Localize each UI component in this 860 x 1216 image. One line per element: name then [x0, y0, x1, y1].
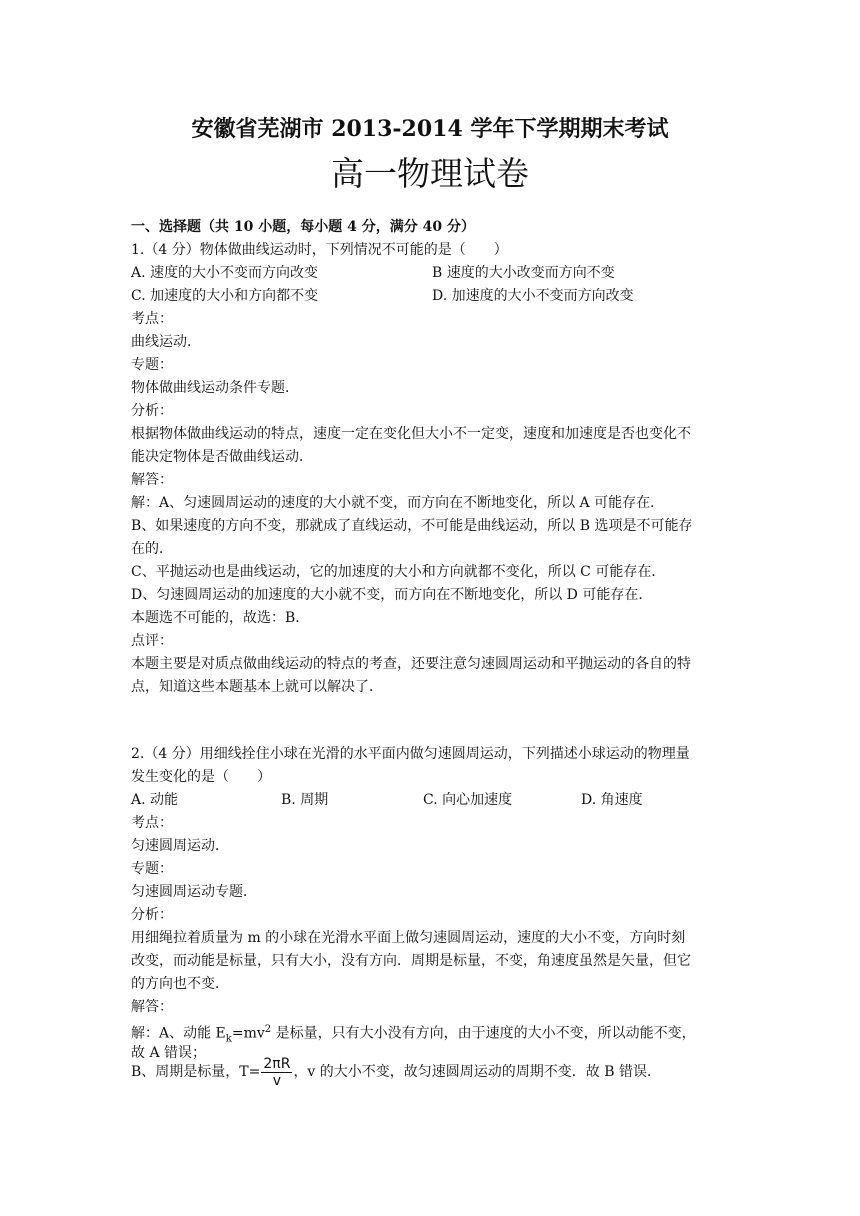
period-formula: [261, 1056, 292, 1089]
q1-zhuanti: 物体做曲线运动条件专题．: [131, 380, 299, 396]
q2-option-c: C. 向心加速度: [423, 792, 513, 808]
q2-jieda-1-sup: 2: [264, 1024, 272, 1035]
q2-jieda-label: 解答：: [131, 999, 173, 1015]
q1-dianping-line-1: 本题主要是对质点做曲线运动的特点的考查，还要注意匀速圆周运动和平抛运动的各自的特: [131, 656, 691, 672]
q1-jieda-line-4: C、平抛运动也是曲线运动，它的加速度的大小和方向就都不变化，所以 C 可能存在．: [131, 564, 666, 580]
q2-option-a: A. 动能: [131, 792, 179, 808]
q1-kaodian-label: 考点：: [131, 311, 173, 327]
exam-title: 安徽省芜湖市 2013-2014 学年下学期期末考试: [191, 116, 669, 142]
q1-kaodian: 曲线运动．: [131, 334, 201, 350]
q2-jieda-line-3: [131, 1055, 661, 1089]
q2-jieda-3-post: ，v 的大小不变，故匀速圆周运动的周期不变．故 B 错误．: [293, 1064, 661, 1080]
q1-fenxi-line-2: 能决定物体是否做曲线运动．: [131, 449, 313, 465]
q1-option-d: D. 加速度的大小不变而方向改变: [432, 288, 634, 304]
q2-option-d: D. 角速度: [581, 792, 643, 808]
q2-jieda-1-mid: =mv: [231, 1025, 265, 1042]
q1-dianping-line-2: 点，知道这些本题基本上就可以解决了．: [131, 679, 383, 695]
q2-fenxi-line-3: 的方向也不变．: [131, 976, 229, 992]
q1-option-b: B 速度的大小改变而方向不变: [432, 265, 615, 281]
q2-jieda-line-2: 故 A 错误；: [131, 1045, 207, 1061]
q2-zhuanti-label: 专题：: [131, 861, 173, 877]
q1-jieda-line-2: B、如果速度的方向不变，那就成了直线运动，不可能是曲线运动，所以 B 选项是不可能存: [131, 518, 693, 534]
q2-jieda-1-pre: 解：A、动能 E: [131, 1025, 226, 1042]
q1-dianping-label: 点评：: [131, 633, 173, 649]
q2-stem-line-2: 发生变化的是（ ）: [131, 769, 271, 785]
q2-kaodian-label: 考点：: [131, 815, 173, 831]
q2-fenxi-label: 分析：: [131, 907, 173, 923]
formula-denominator: v: [272, 1072, 282, 1089]
q2-jieda-3-pre: B、周期是标量，T=: [131, 1064, 261, 1080]
q1-stem: 1.（4 分）物体做曲线运动时，下列情况不可能的是（ ）: [131, 242, 508, 258]
q1-jieda-line-1: 解：A、匀速圆周运动的速度的大小就不变，而方向在不断地变化，所以 A 可能存在．: [131, 495, 665, 511]
q1-option-c: C. 加速度的大小和方向都不变: [131, 288, 319, 304]
q1-jieda-label: 解答：: [131, 472, 173, 488]
q2-kaodian: 匀速圆周运动．: [131, 838, 229, 854]
q2-jieda-1-post: 是标量，只有大小没有方向，由于速度的大小不变，所以动能不变，: [271, 1025, 696, 1042]
q1-fenxi-line-1: 根据物体做曲线运动的特点，速度一定在变化但大小不一定变，速度和加速度是否也变化不: [131, 426, 691, 442]
q2-zhuanti: 匀速圆周运动专题．: [131, 884, 257, 900]
q2-stem-line-1: 2.（4 分）用细线拴住小球在光滑的水平面内做匀速圆周运动，下列描述小球运动的物理量: [131, 746, 690, 762]
q1-jieda-line-6: 本题选不可能的，故选：B．: [131, 610, 310, 626]
formula-numerator: 2πR: [263, 1055, 291, 1072]
q2-jieda-line-1: [131, 1019, 696, 1050]
q2-jieda-1-sub: k: [225, 1033, 232, 1045]
exam-subtitle: 高一物理试卷: [331, 154, 529, 193]
section-heading: 一、选择题（共 10 小题，每小题 4 分，满分 40 分）: [131, 219, 475, 235]
q2-fenxi-line-1: 用细绳拉着质量为 m 的小球在光滑水平面上做匀速圆周运动，速度的大小不变，方向时刻: [131, 930, 686, 946]
q2-option-b: B. 周期: [281, 792, 329, 808]
q1-option-a: A. 速度的大小不变而方向改变: [131, 265, 319, 281]
q1-jieda-line-3: 在的．: [131, 541, 173, 557]
q1-fenxi-label: 分析：: [131, 403, 173, 419]
q2-fenxi-line-2: 改变，而动能是标量，只有大小，没有方向．周期是标量，不变，角速度虽然是矢量，但它: [131, 953, 691, 969]
q1-jieda-line-5: D、匀速圆周运动的加速度的大小就不变，而方向在不断地变化，所以 D 可能存在．: [131, 587, 653, 603]
q1-zhuanti-label: 专题：: [131, 357, 173, 373]
